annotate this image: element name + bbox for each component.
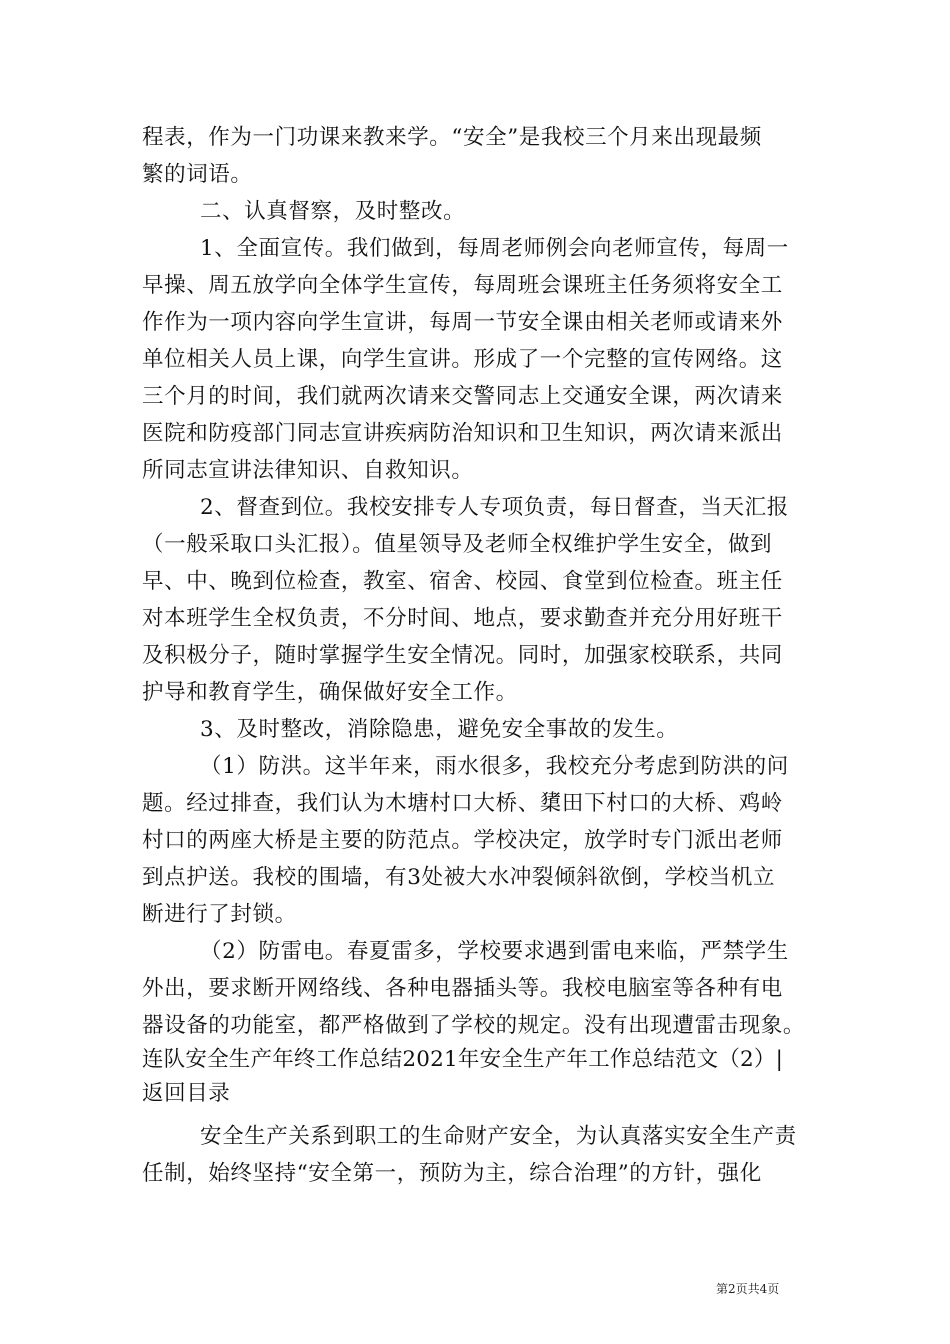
text-line: 单位相关人员上课，向学生宣讲。形成了一个完整的宣传网络。这 bbox=[142, 347, 783, 372]
text-line: 安全生产关系到职工的生命财产安全，为认真落实安全生产责 bbox=[200, 1124, 797, 1149]
text-line: 2、督查到位。我校安排专人专项负责，每日督查，当天汇报 bbox=[200, 495, 789, 520]
text-line: （2）防雷电。春夏雷多，学校要求遇到雷电来临，严禁学生 bbox=[200, 939, 789, 964]
text-line: 3、及时整改，消除隐患，避免安全事故的发生。 bbox=[200, 717, 679, 742]
text-line: 所同志宣讲法律知识、自救知识。 bbox=[142, 458, 474, 483]
text-line: 题。经过排查，我们认为木塘村口大桥、橥田下村口的大桥、鸡岭 bbox=[142, 791, 783, 816]
text-line: 外出，要求断开网络线、各种电器插头等。我校电脑室等各种有电 bbox=[142, 976, 783, 1001]
text-line: 任制，始终坚持“安全第一，预防为主，综合治理”的方针，强化 bbox=[142, 1161, 762, 1186]
text-line: 护导和教育学生，确保做好安全工作。 bbox=[142, 680, 518, 705]
text-line: 断进行了封锁。 bbox=[142, 902, 297, 927]
page-number: 第2页共4页 bbox=[716, 1282, 780, 1296]
back-to-contents-link[interactable]: 返回目录 bbox=[142, 1081, 231, 1106]
text-line: 对本班学生全权负责，不分时间、地点，要求勤查并充分用好班干 bbox=[142, 606, 783, 631]
text-line: 早操、周五放学向全体学生宣传，每周班会课班主任务须将安全工 bbox=[142, 273, 783, 298]
text-line: 及积极分子，随时掌握学生安全情况。同时，加强家校联系，共同 bbox=[142, 643, 783, 668]
text-line: （1）防洪。这半年来，雨水很多，我校充分考虑到防洪的问 bbox=[200, 754, 789, 779]
text-line: 医院和防疫部门同志宣讲疾病防治知识和卫生知识，两次请来派出 bbox=[142, 421, 783, 446]
text-line: 作作为一项内容向学生宣讲，每周一节安全课由相关老师或请来外 bbox=[142, 310, 783, 335]
text-line: （一般采取口头汇报）。值星领导及老师全权维护学生安全，做到 bbox=[142, 532, 773, 557]
text-line: 繁的词语。 bbox=[142, 162, 253, 187]
section-title-link[interactable]: 连队安全生产年终工作总结2021年安全生产年工作总结范文（2）| bbox=[142, 1047, 784, 1072]
text-line: 到点护送。我校的围墙，有3处被大水冲裂倾斜欲倒，学校当机立 bbox=[142, 865, 776, 890]
section-heading: 二、认真督察，及时整改。 bbox=[200, 199, 466, 224]
text-line: 1、全面宣传。我们做到，每周老师例会向老师宣传，每周一 bbox=[200, 236, 789, 261]
text-line: 早、中、晚到位检查，教室、宿舍、校园、食堂到位检查。班主任 bbox=[142, 569, 783, 594]
text-line: 器设备的功能室，都严格做到了学校的规定。没有出现遭雷击现象。 bbox=[142, 1013, 806, 1038]
text-line: 村口的两座大桥是主要的防范点。学校决定，放学时专门派出老师 bbox=[142, 828, 783, 853]
text-line: 三个月的时间，我们就两次请来交警同志上交通安全课，两次请来 bbox=[142, 384, 783, 409]
text-line: 程表，作为一门功课来教来学。“安全”是我校三个月来出现最频 bbox=[142, 125, 762, 150]
